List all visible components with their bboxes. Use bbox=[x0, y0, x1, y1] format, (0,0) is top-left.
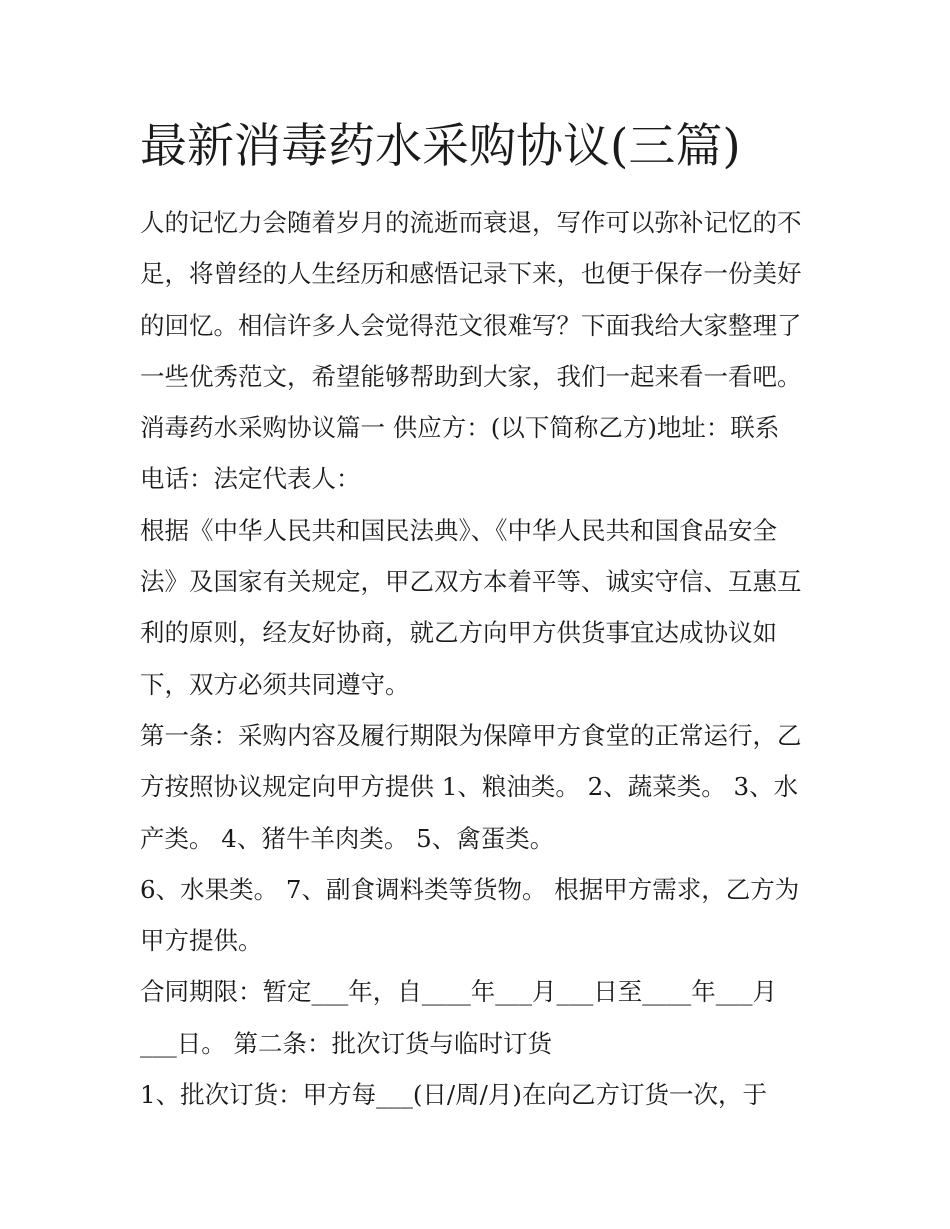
body-line: ___日。 第二条：批次订货与临时订货 bbox=[140, 1028, 553, 1058]
body-line: 第一条：采购内容及履行期限为保障甲方食堂的正常运行，乙 bbox=[140, 720, 802, 750]
body-line: 1、批次订货：甲方每___(日/周/月)在向乙方订货一次，于 bbox=[140, 1080, 767, 1110]
body-line: 利的原则，经友好协商，就乙方向甲方供货事宜达成协议如 bbox=[140, 618, 777, 648]
body-line: 下，双方必须共同遵守。 bbox=[140, 669, 410, 699]
body-line: 法》及国家有关规定，甲乙双方本着平等、诚实守信、互惠互 bbox=[140, 567, 802, 597]
body-line: 消毒药水采购协议篇一 供应方：(以下简称乙方)地址：联系 bbox=[140, 413, 780, 443]
body-line: 的回忆。相信许多人会觉得范文很难写？下面我给大家整理了 bbox=[140, 310, 802, 340]
body-line: 产类。 4、猪牛羊肉类。 5、禽蛋类。 bbox=[140, 823, 555, 853]
body-line: 根据《中华人民共和国民法典》、《中华人民共和国食品安全 bbox=[140, 515, 777, 545]
body-line: 甲方提供。 bbox=[140, 926, 263, 956]
body-line: 方按照协议规定向甲方提供 1、粮油类。 2、蔬菜类。 3、水 bbox=[140, 772, 799, 802]
body-line: 6、水果类。 7、副食调料类等货物。 根据甲方需求，乙方为 bbox=[140, 874, 800, 904]
document-body bbox=[140, 197, 820, 1120]
body-line: 人的记忆力会随着岁月的流逝而衰退，写作可以弥补记忆的不 bbox=[140, 208, 802, 237]
body-line: 合同期限：暂定___年，自____年___月___日至____年___月 bbox=[140, 977, 777, 1007]
document-title: 最新消毒药水采购协议(三篇) bbox=[140, 119, 741, 174]
body-line: 一些优秀范文，希望能够帮助到大家，我们一起来看一看吧。 bbox=[140, 361, 802, 391]
body-line: 足，将曾经的人生经历和感悟记录下来，也便于保存一份美好 bbox=[140, 259, 802, 289]
body-line: 电话：法定代表人： bbox=[140, 464, 361, 494]
